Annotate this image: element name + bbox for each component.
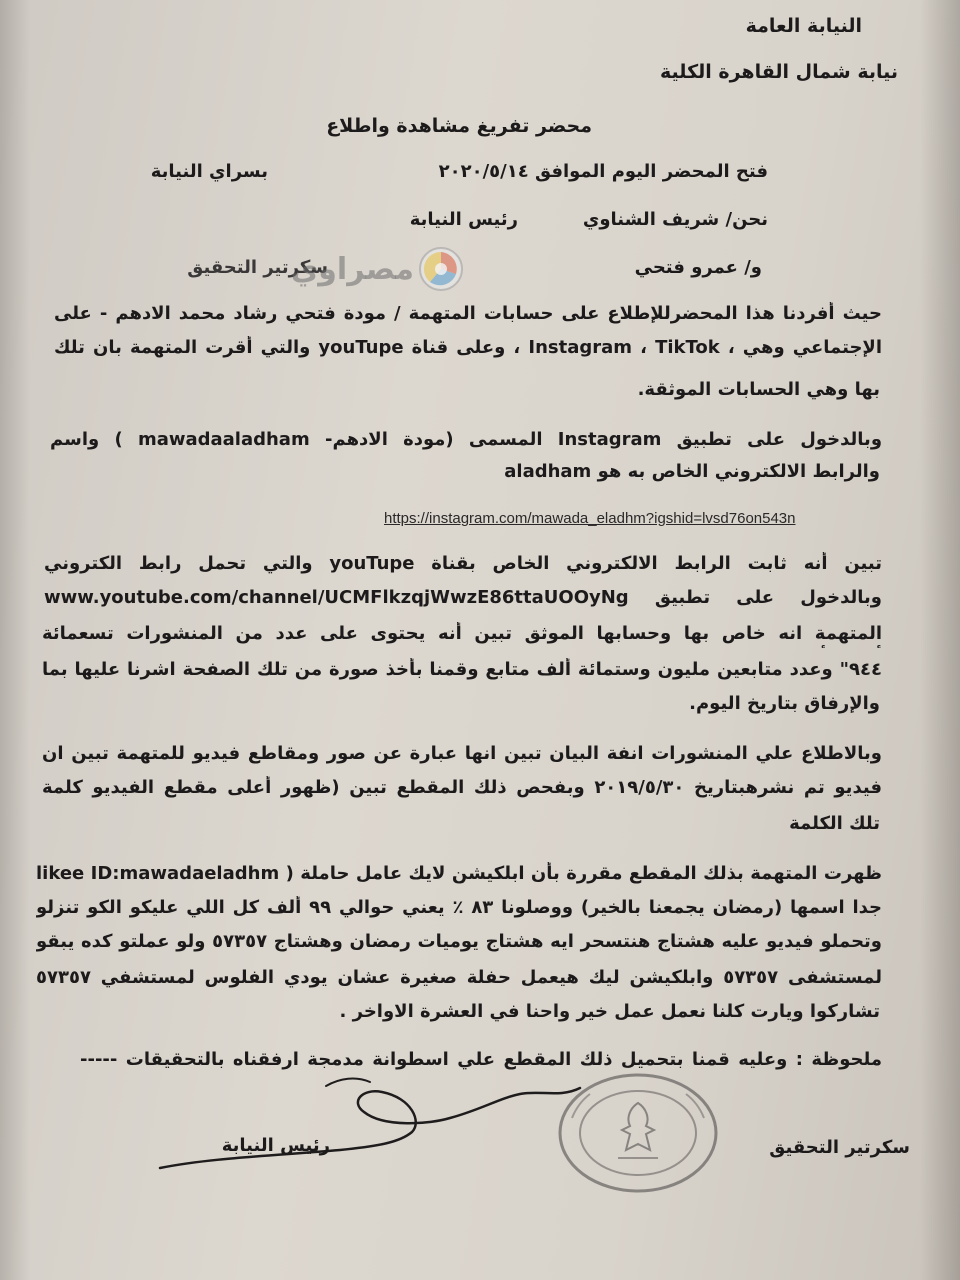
paragraph-4-line-2: فيديو تم نشرهبتاريخ ٢٠١٩/٥/٣٠ وبفحص ذلك المقطع تبين (ظهور أعلى مقطع الفيديو كلمة: [42, 777, 882, 798]
opening-date: فتح المحضر اليوم الموافق ٢٠٢٠/٥/١٤: [438, 161, 768, 182]
paragraph-3-line-2: www.youtube.com/channel/UCMFlkzqjWwzE86ttaUOOyNg وبالدخول على تطبيق: [44, 587, 882, 608]
watermark-logo-icon: [418, 246, 464, 292]
paragraph-3-line-1: تبين أنه ثابت الرابط الالكتروني الخاص بقناة youTupe والتي تحمل رابط الكتروني: [44, 553, 882, 574]
note-line: ملحوظة : وعليه قمنا بتحميل ذلك المقطع علي اسطوانة مدمجة ارفقناه بالتحقيقات -----: [80, 1049, 882, 1070]
header-office: نيابة شمال القاهرة الكلية: [660, 61, 898, 83]
secretary-signature-label: سكرتير التحقيق: [769, 1137, 910, 1158]
header-org: النيابة العامة: [745, 15, 862, 37]
paragraph-5-line-2: جدا اسمها (رمضان يجمعنا بالخير) ووصلونا ٨٣ ٪ يعني حوالي ٩٩ ألف كل اللي عليكو الكو تنزلو: [36, 897, 882, 918]
instagram-link: https://instagram.com/mawada_eladhm?igshid=lvsd76on543n: [384, 510, 796, 527]
watermark: [258, 246, 468, 296]
paragraph-2-line-1: وبالدخول على تطبيق Instagram المسمى (مودة الادهم- mawadaaladham ) واسم: [50, 429, 882, 450]
page-edge-shadow-left: [0, 0, 30, 1280]
paragraph-5-line-5: تشاركوا ويارت كلنا نعمل عمل خير واحنا في العشرة الاواخر .: [339, 1001, 880, 1022]
watermark-brand: مصراوي: [290, 252, 414, 287]
paragraph-5-line-3: وتحملو فيديو عليه هشتاج هنتسحر ايه هشتاج يوميات رمضان وهشتاج ٥٧٣٥٧ ولو عملتو كده يبقو: [36, 931, 882, 952]
secretary-name: و/ عمرو فتحي: [634, 257, 762, 278]
page-edge-shadow: [920, 0, 960, 1280]
paragraph-4-line-1: وبالاطلاع علي المنشورات انفة البيان تبين انها عبارة عن صور ومقاطع فيديو للمتهمة تبين ان: [42, 743, 882, 764]
opening-location: بسراي النيابة: [150, 161, 268, 182]
secretary-role: سكرتير التحقيق: [187, 257, 328, 278]
paragraph-5-line-1: likee ID:mawadaeladhm ) ظهرت المتهمة بذلك المقطع مقررة بأن ابلكيشن لايك عامل حاملة: [36, 863, 882, 884]
paragraph-3-line-3: المتهمة انه خاص بها وحسابها الموثق تبين أنه يحتوى على عدد من المنشورات تسعمائة: [42, 623, 882, 644]
paragraph-4-line-3: تلك الكلمة: [789, 813, 880, 834]
paragraph-2-line-2: aladham والرابط الالكتروني الخاص به هو: [504, 461, 880, 482]
document-title: محضر تفريغ مشاهدة واطلاع: [326, 115, 592, 137]
chief-name: نحن/ شريف الشناوي: [582, 209, 768, 230]
chief-signature: [150, 1058, 590, 1188]
paragraph-1-line-1: حيث أفردنا هذا المحضرللإطلاع على حسابات المتهمة / مودة فتحي رشاد محمد الادهم - على: [54, 303, 882, 324]
chief-signature-label: رئيس النيابة: [221, 1135, 330, 1156]
paragraph-1-line-2: الإجتماعي وهي ، Instagram ، TikTok ، وعلى قناة youTupe والتي أقرت المتهمة بان تلك: [54, 337, 882, 358]
chief-role: رئيس النيابة: [409, 209, 518, 230]
paragraph-3-line-4: ٩٤٤" وعدد متابعين مليون وستمائة ألف متابع وقمنا بأخذ صورة من تلك الصفحة اشرنا عليها بما: [42, 659, 882, 680]
paragraph-5-line-4: لمستشفى ٥٧٣٥٧ وابلكيشن ليك هيعمل حفلة صغيرة عشان يودي الفلوس لمستشفي ٥٧٣٥٧: [36, 967, 882, 988]
paragraph-3-line-5: والإرفاق بتاريخ اليوم.: [689, 693, 880, 714]
paragraph-1-line-3: بها وهي الحسابات الموثقة.: [637, 379, 880, 400]
